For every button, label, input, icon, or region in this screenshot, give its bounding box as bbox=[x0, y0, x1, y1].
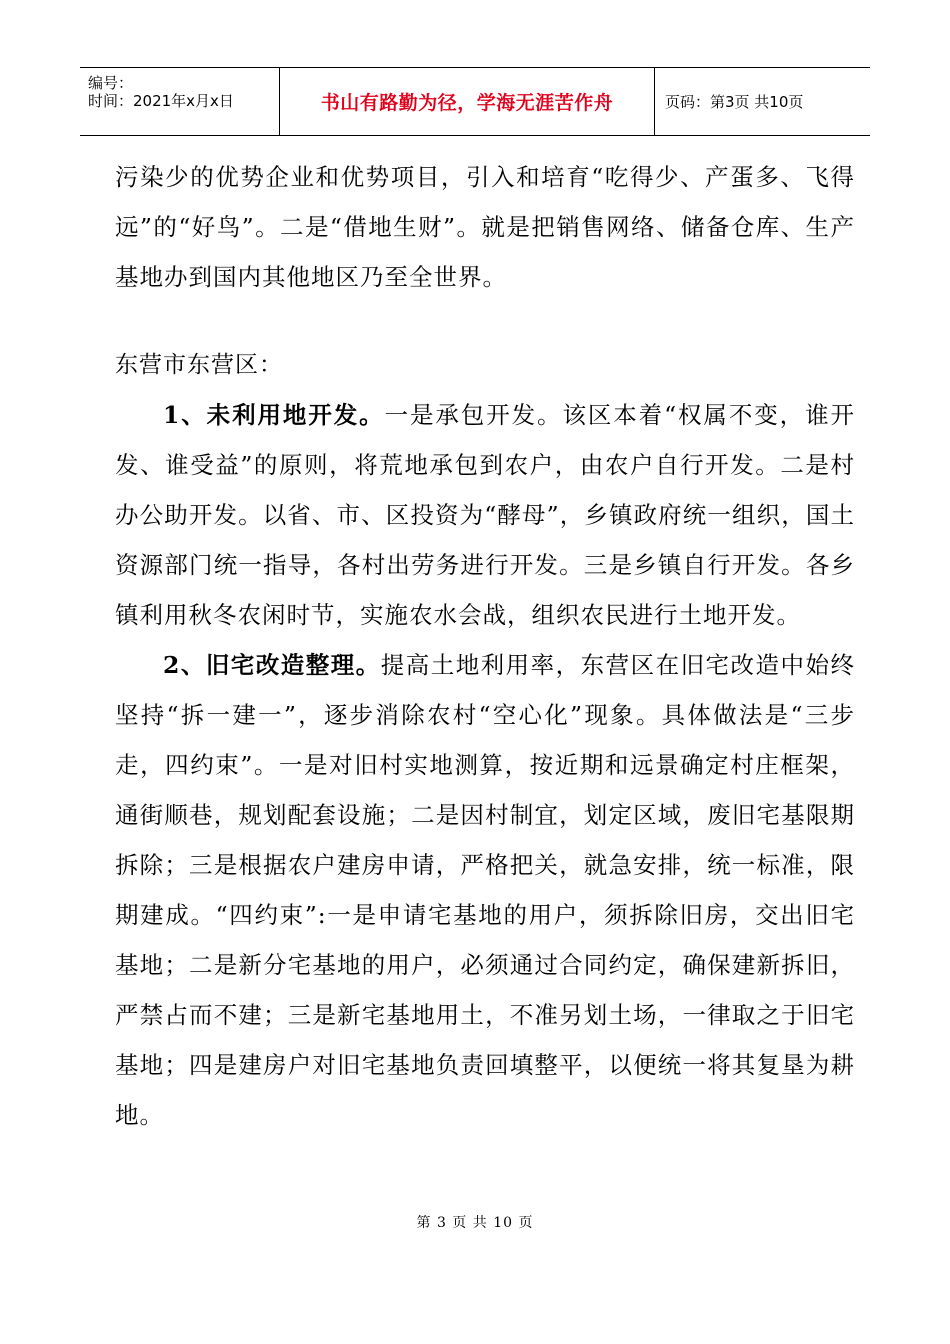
header-motto: 书山有路勤为径，学海无涯苦作舟 bbox=[320, 92, 614, 114]
intro-paragraph: 污染少的优势企业和优势项目，引入和培育“吃得少、产蛋多、飞得远”的“好鸟”。二是“借地生财”。就是把销售网络、储备仓库、生产基地办到国内其他地区乃至全世界。 bbox=[115, 163, 855, 291]
item-2-title: 2、旧宅改造整理。 bbox=[163, 651, 381, 679]
doc-date-label: 时间：2021年x月x日 bbox=[88, 92, 234, 110]
section-title: 东营市东营区： bbox=[115, 352, 283, 378]
doc-code-label: 编号： bbox=[88, 74, 134, 92]
header-meta bbox=[80, 68, 280, 135]
item-2-paragraph bbox=[115, 640, 855, 1140]
header-page-label: 页码：第3页 共10页 bbox=[665, 93, 804, 111]
page-footer: 第 3 页 共 10 页 bbox=[416, 1215, 534, 1231]
item-1-text: 一是承包开发。该区本着“权属不变，谁开发、谁受益”的原则，将荒地承包到农户，由农户自行开发。二是村办公助开发。以省、市、区投资为“酵母”，乡镇政府统一组织，国土资源部门统一指导，各村出劳务进行开发。三是乡镇自行开发。各乡镇利用秋冬农闲时节，实施农水会战，组织农民进行土地开发。 bbox=[115, 401, 855, 629]
item-1-title: 1、未利用地开发。 bbox=[163, 401, 385, 429]
item-2-text: 提高土地利用率，东营区在旧宅改造中始终坚持“拆一建一”，逐步消除农村“空心化”现象。具体做法是“三步走，四约束”。一是对旧村实地测算，按近期和远景确定村庄框架，通街顺巷，规划配套设施；二是因村制宜，划定区域，废旧宅基限期拆除；三是根据农户建房申请，严格把关，就急安排，统一标准，限期建成。“四约束”:一是申请宅基地的用户，须拆除旧房，交出旧宅基地；二是新分宅基地的用户，必须通过合同约定，确保建新拆旧，严禁占而不建；三是新宅基地用土，不准另划土场，一律取之于旧宅基地；四是建房户对旧宅基地负责回填整平，以便统一将其复垦为耕地。 bbox=[115, 651, 855, 1129]
document-body bbox=[115, 152, 855, 1140]
item-1-paragraph bbox=[115, 390, 855, 640]
page-header bbox=[80, 67, 870, 136]
header-motto-cell bbox=[280, 68, 655, 135]
paragraph-gap bbox=[115, 302, 855, 340]
